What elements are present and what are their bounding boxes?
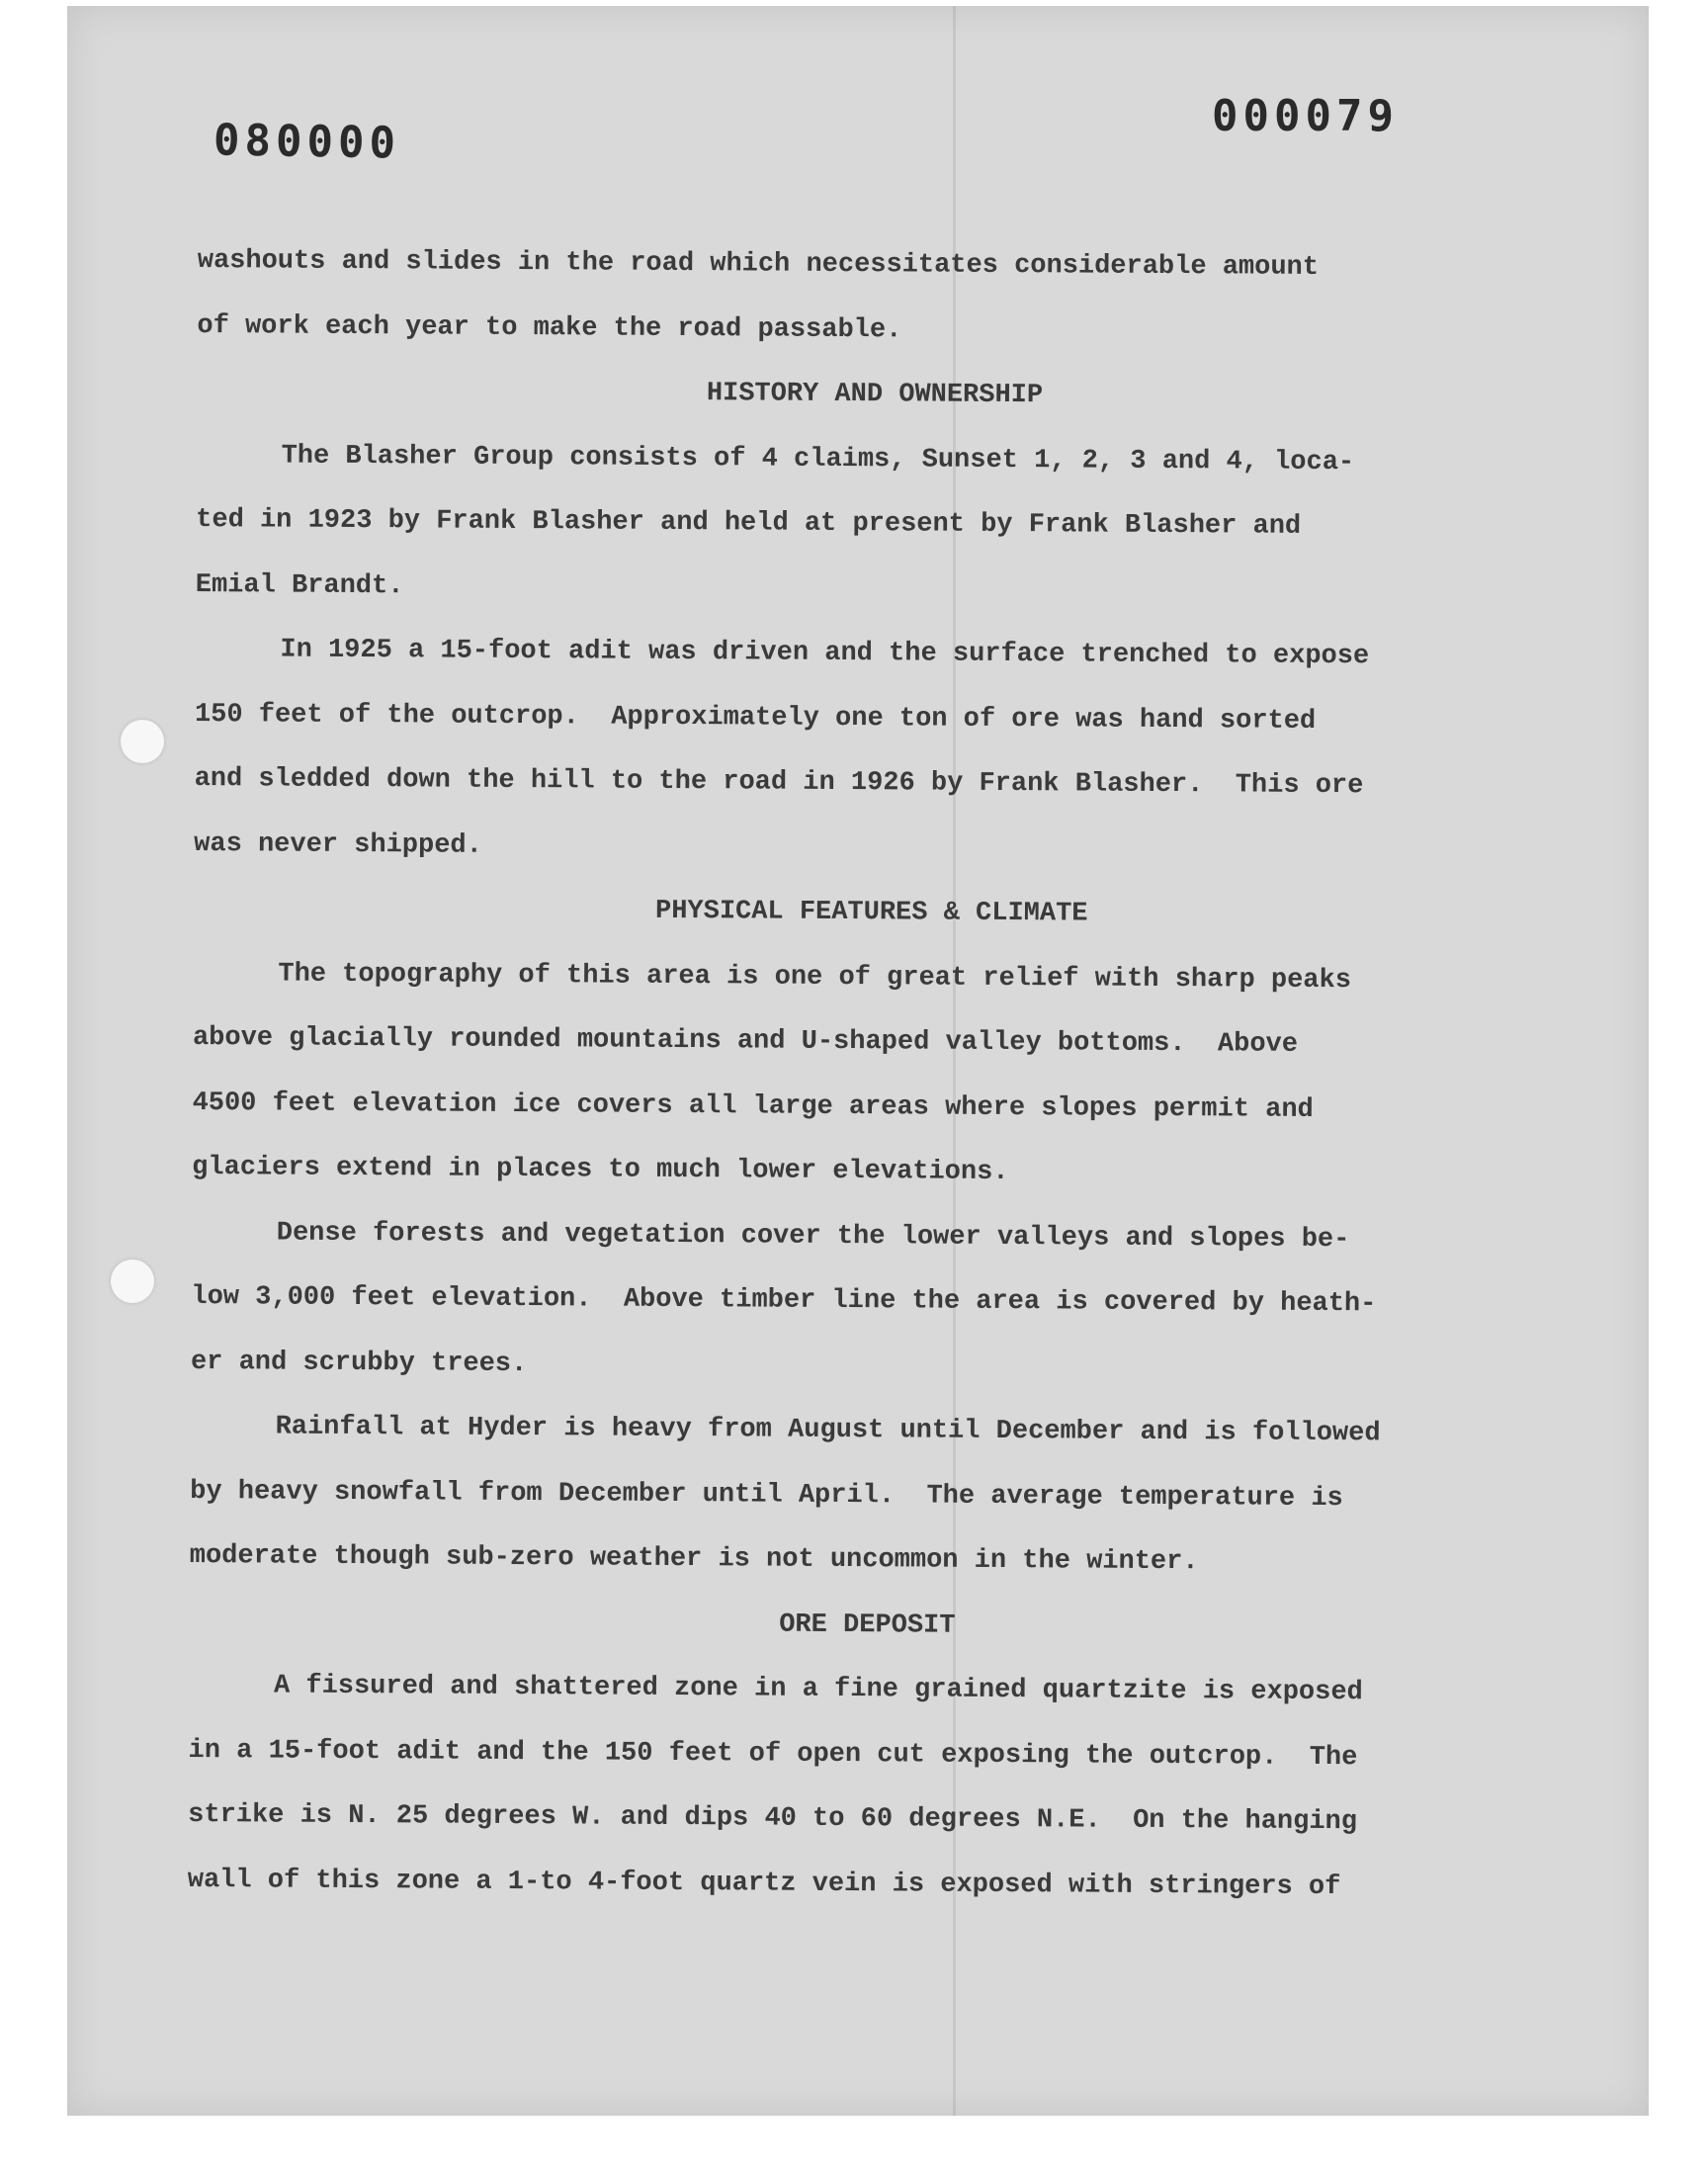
text-line: above glacially rounded mountains and U-shaped valley bottoms. Above [192, 1022, 1299, 1060]
text-line: moderate though sub-zero weather is not uncommon in the winter. [189, 1540, 1199, 1578]
section-heading-history: HISTORY AND OWNERSHIP [706, 379, 1044, 411]
physical-paragraph-2 [191, 1200, 1489, 1403]
document-body [188, 229, 1494, 1921]
ore-paragraph-1 [188, 1654, 1487, 1921]
physical-paragraph-1 [192, 941, 1491, 1208]
history-paragraph-1 [196, 423, 1494, 626]
text-line: The Blasher Group consists of 4 claims, Sunset 1, 2, 3 and 4, loca- [281, 441, 1355, 478]
punch-hole-lower [111, 1260, 154, 1303]
text-line: was never shipped. [194, 828, 482, 861]
section-heading-physical: PHYSICAL FEATURES & CLIMATE [654, 896, 1088, 929]
physical-paragraph-3 [190, 1395, 1488, 1598]
section-heading-ore: ORE DEPOSIT [779, 1610, 956, 1641]
text-line: er and scrubby trees. [190, 1347, 528, 1379]
text-line: ted in 1923 by Frank Blasher and held at present by Frank Blasher and [196, 504, 1302, 542]
text-line: Dense forests and vegetation cover the lower valleys and slopes be- [276, 1218, 1350, 1255]
text-line: Emial Brandt. [195, 569, 404, 601]
text-line: strike is N. 25 degrees W. and dips 40 to 60 degrees N.E. On the hanging [188, 1799, 1358, 1838]
text-line: by heavy snowfall from December until April. The average temperature is [190, 1476, 1343, 1514]
text-line: Rainfall at Hyder is heavy from August until December and is followed [275, 1412, 1381, 1449]
stamp-number-right: 000079 [1212, 91, 1399, 141]
text-line: of work each year to make the road passable. [197, 310, 902, 345]
text-line: A fissured and shattered zone in a fine grained quartzite is exposed [273, 1671, 1363, 1708]
text-line: In 1925 a 15-foot adit was driven and the surface trenched to expose [280, 635, 1370, 672]
text-line: 4500 feet elevation ice covers all large areas where slopes permit and [192, 1088, 1314, 1125]
text-line: The topography of this area is one of great relief with sharp peaks [278, 959, 1352, 996]
punch-hole-upper [121, 720, 164, 763]
text-line: 150 feet of the outcrop. Approximately one ton of ore was hand sorted [194, 699, 1317, 737]
continuation-paragraph [197, 229, 1494, 367]
text-line: and sledded down the hill to the road in 1926 by Frank Blasher. This ore [194, 763, 1364, 802]
text-line: washouts and slides in the road which necessitates considerable amount [197, 245, 1320, 283]
text-line: wall of this zone a 1-to 4-foot quartz vein is exposed with stringers of [187, 1865, 1341, 1902]
stamp-number-left: 080000 [213, 115, 401, 169]
text-line: glaciers extend in places to much lower elevations. [192, 1152, 1009, 1188]
text-line: in a 15-foot adit and the 150 feet of open cut exposing the outcrop. The [188, 1735, 1358, 1773]
history-paragraph-2 [194, 618, 1493, 885]
text-line: low 3,000 feet elevation. Above timber line the area is covered by heath- [191, 1281, 1377, 1320]
